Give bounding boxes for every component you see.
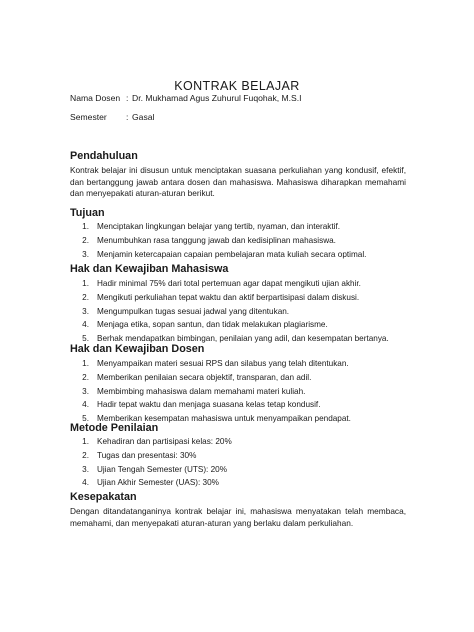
list-text: Hadir tepat waktu dan menjaga suasana kelas tetap kondusif. (97, 400, 321, 410)
list-number: 4. (82, 320, 89, 330)
kesepakatan-heading: Kesepakatan (70, 491, 137, 503)
list-number: 4. (82, 478, 89, 488)
list-number: 3. (82, 306, 89, 316)
list-text: Hadir minimal 75% dari total pertemuan agar dapat mengikuti ujian akhir. (97, 279, 361, 288)
list-number: 5. (82, 414, 89, 424)
hak-mahasiswa-heading: Hak dan Kewajiban Mahasiswa (70, 263, 229, 275)
lecturer-row (70, 93, 302, 103)
list-number: 2. (82, 450, 89, 460)
list-text: Menjamin ketercapaian capaian pembelajaran mata kuliah secara optimal. (97, 249, 367, 259)
list-number: 1. (82, 222, 89, 231)
list-text: Mengikuti perkuliahan tepat waktu dan aktif berpartisipasi dalam diskusi. (97, 292, 360, 302)
list-text: Tugas dan presentasi: 30% (97, 450, 197, 460)
list-number: 2. (82, 292, 89, 302)
list-item (70, 357, 410, 371)
list-item (70, 463, 410, 477)
list-item (70, 277, 410, 291)
penilaian-list (70, 435, 410, 490)
lecturer-separator: : (126, 93, 129, 103)
list-number: 3. (82, 464, 89, 474)
list-item (70, 435, 410, 449)
hak-dosen-list (70, 357, 410, 426)
document-title: KONTRAK BELAJAR (174, 79, 300, 93)
list-item (70, 291, 410, 305)
list-item (70, 476, 410, 490)
list-text: Berhak mendapatkan bimbingan, penilaian yang adil, dan kesempatan bertanya. (97, 334, 389, 344)
list-text: Memberikan penilaian secara objektif, transparan, dan adil. (97, 372, 312, 382)
list-number: 1. (82, 437, 89, 446)
list-number: 5. (82, 334, 89, 344)
penilaian-heading: Metode Penilaian (70, 422, 159, 434)
list-text: Menjaga etika, sopan santun, dan tidak melakukan plagiarisme. (97, 320, 328, 330)
list-number: 2. (82, 235, 89, 245)
list-number: 1. (82, 359, 89, 368)
list-item (70, 398, 410, 412)
list-text: Ujian Akhir Semester (UAS): 30% (97, 478, 219, 488)
list-number: 3. (82, 386, 89, 396)
list-number: 2. (82, 372, 89, 382)
kesepakatan-text: Dengan ditandatanganinya kontrak belajar ini, mahasiswa menyatakan telah membaca, memahami, dan menyepakati aturan-aturan yang berlaku dalam perkuliahan. (70, 506, 406, 528)
hak-mahasiswa-list (70, 277, 410, 346)
semester-separator: : (126, 112, 129, 122)
list-item (70, 220, 410, 234)
list-text: Menciptakan lingkungan belajar yang tertib, nyaman, dan interaktif. (97, 222, 341, 231)
list-item (70, 449, 410, 463)
list-item (70, 385, 410, 399)
list-text: Ujian Tengah Semester (UTS): 20% (97, 464, 227, 474)
list-text: Memberikan kesempatan mahasiswa untuk menyampaikan pendapat. (97, 414, 351, 424)
list-number: 1. (82, 279, 89, 288)
list-item (70, 371, 410, 385)
list-item (70, 305, 410, 319)
list-number: 4. (82, 400, 89, 410)
semester-value: Gasal (132, 112, 155, 122)
list-text: Mengumpulkan tugas sesuai jadwal yang ditentukan. (97, 306, 290, 316)
semester-label: Semester (70, 112, 107, 122)
tujuan-list (70, 220, 410, 261)
list-text: Kehadiran dan partisipasi kelas: 20% (97, 437, 232, 446)
list-text: Menumbuhkan rasa tanggung jawab dan kedisiplinan mahasiswa. (97, 235, 336, 245)
pendahuluan-heading: Pendahuluan (70, 150, 138, 162)
list-text: Menyampaikan materi sesuai RPS dan silabus yang telah ditentukan. (97, 359, 349, 368)
pendahuluan-text: Kontrak belajar ini disusun untuk menciptakan suasana perkuliahan yang kondusif, efektif, dan bertanggung jawab antara dosen dan mahasiswa. Mahasiswa diharapkan memahami dan menyepakati aturan-aturan berikut. (70, 165, 406, 199)
hak-dosen-heading: Hak dan Kewajiban Dosen (70, 343, 205, 355)
list-item (70, 318, 410, 332)
list-number: 3. (82, 249, 89, 259)
tujuan-heading: Tujuan (70, 207, 105, 219)
list-item (70, 248, 410, 262)
lecturer-label: Nama Dosen (70, 93, 121, 103)
lecturer-value: Dr. Mukhamad Agus Zuhurul Fuqohak, M.S.I (132, 93, 302, 103)
list-text: Membimbing mahasiswa dalam memahami materi kuliah. (97, 386, 306, 396)
semester-row (70, 112, 154, 122)
list-item (70, 234, 410, 248)
